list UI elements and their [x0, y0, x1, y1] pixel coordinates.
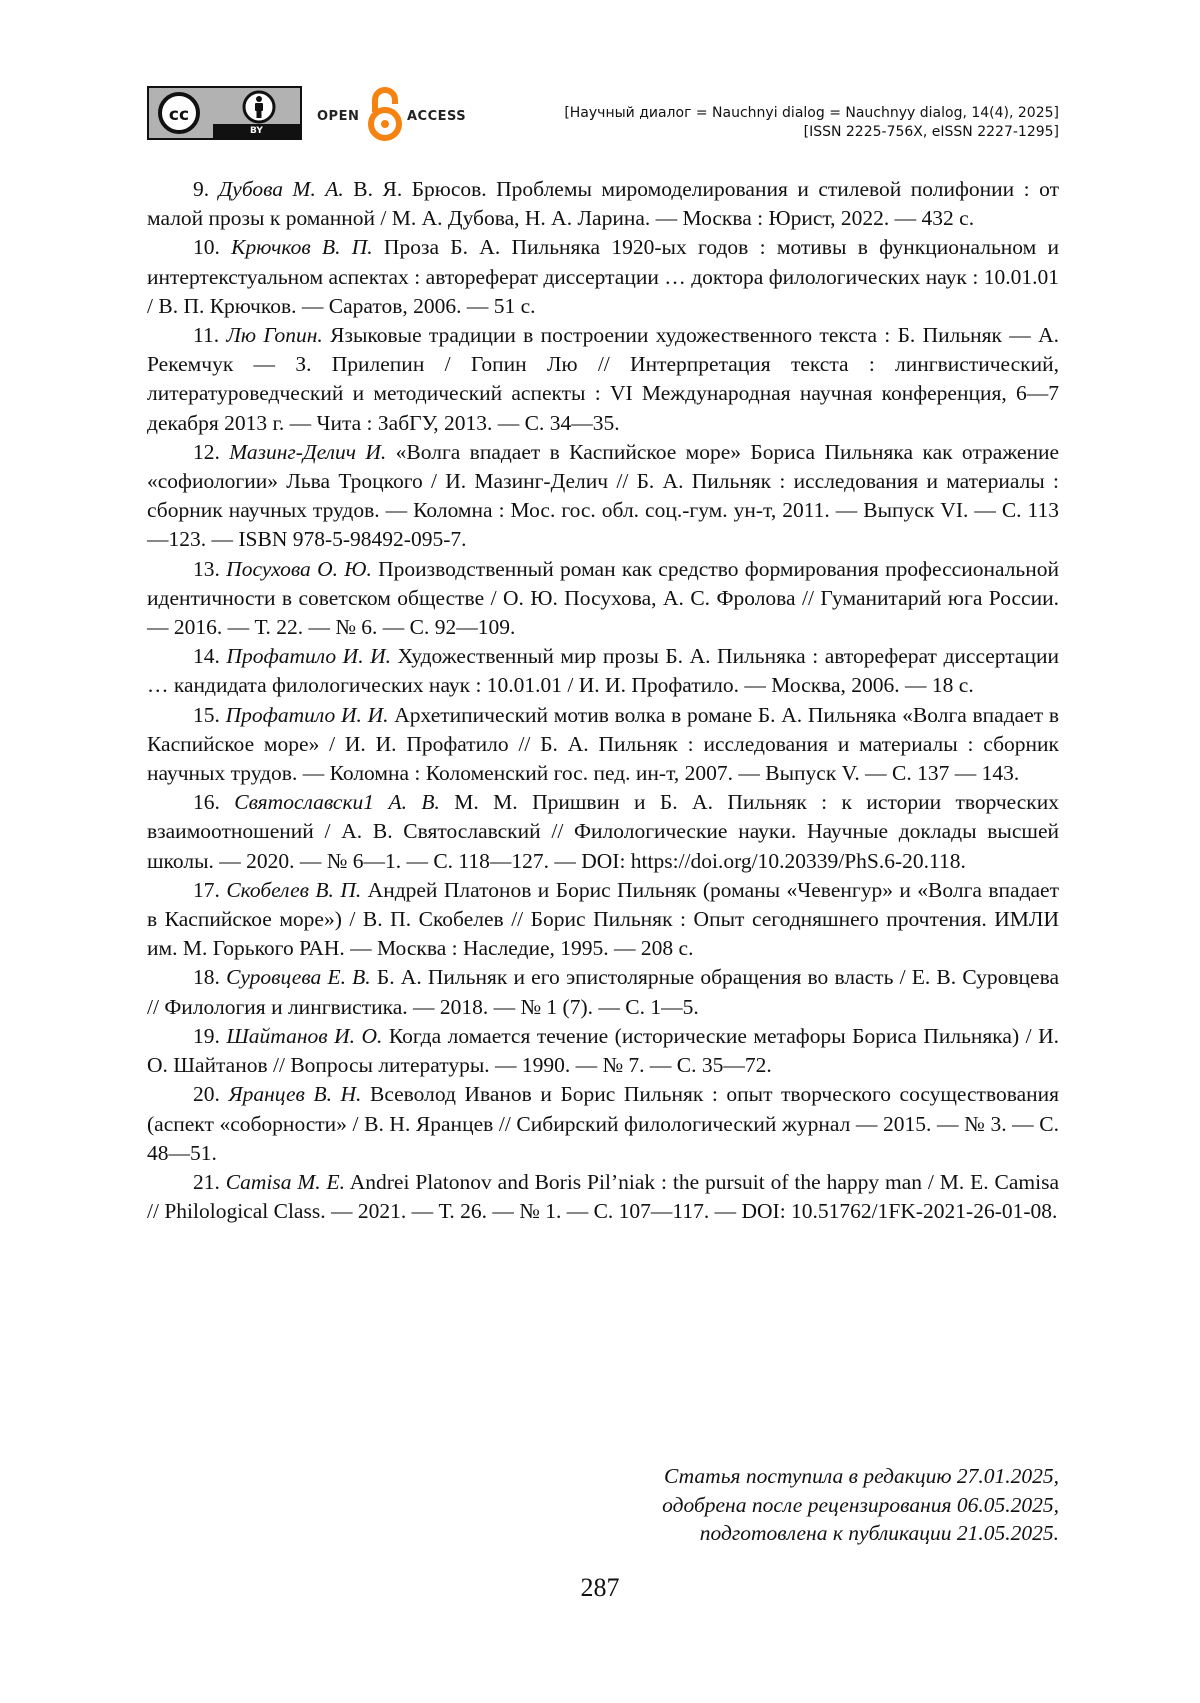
reference-number: 20.: [193, 1082, 220, 1107]
open-lock-icon: [365, 86, 405, 142]
reference-item: [147, 1168, 1059, 1226]
reference-item: [147, 233, 1059, 321]
journal-title-line: [Научный диалог = Nauchnyi dialog = Nauchnyy dialog, 14(4), 2025]: [564, 105, 1059, 121]
reference-item: [147, 175, 1059, 233]
reference-number: 15.: [193, 702, 220, 727]
reference-text: В. Я. Брюсов. Проблемы миромоделирования и стилевой полифонии : от малой прозы к романной / М. А. Дубова, Н. А. Ларина. — Москва : Юрист, 2022. — 432 с.: [147, 177, 1059, 231]
reference-number: 10.: [193, 235, 220, 260]
reference-number: 9.: [193, 177, 210, 201]
reference-author: Посухова О. Ю.: [226, 556, 372, 581]
reference-number: 11.: [193, 323, 220, 348]
received-date-line: Статья поступила в редакцию 27.01.2025,: [663, 1464, 1059, 1488]
reference-author: Мазинг-Делич И.: [229, 439, 387, 464]
reference-number: 17.: [193, 877, 220, 902]
prepared-date-line: подготовлена к публикации 21.05.2025.: [699, 1521, 1059, 1545]
open-access-logo: [317, 86, 467, 142]
reference-item: [147, 642, 1059, 700]
reference-author: Святославски1 А. В.: [234, 790, 440, 815]
reference-number: 13.: [193, 556, 220, 581]
reference-item: [147, 1080, 1059, 1168]
page-header: [147, 86, 1059, 146]
reference-author: Дубова М. А.: [218, 177, 344, 201]
reference-text: Всеволод Иванов и Борис Пильняк : опыт творческого сосуществования (аспект «соборности» / В. Н. Яранцев // Сибирский филологический журнал — 2015. — № 3. — С. 48—51.: [147, 1082, 1060, 1165]
reference-text: Художественный мир прозы Б. А. Пильняка : автореферат диссертации … кандидата филологических наук : 10.01.01 / И. И. Профатило. — Москва, 2006. — 18 с.: [147, 644, 1059, 698]
reference-number: 18.: [193, 965, 220, 990]
reference-text: «Волга впадает в Каспийское море» Бориса Пильняка как отражение «софиологии» Льва Троцкого / И. Мазинг-Делич // Б. А. Пильняк : исследования и материалы : сборник научных трудов. — Коломна : Мос. гос. обл. соц.-гум. ун-т, 2011. — Выпуск VI. — С. 113—123. — ISBN 978-5-98492-095-7.: [147, 439, 1060, 552]
reference-list: [147, 175, 1059, 1226]
journal-citation: [564, 104, 1059, 142]
reference-author: Профатило И. И.: [225, 702, 389, 727]
reference-text: Архетипический мотив волка в романе Б. А. Пильняка «Волга впадает в Каспийское море» / И. И. Профатило // Б. А. Пильняк : исследования и материалы : сборник научных трудов. — Коломна : Коломенский гос. пед. ин-т, 2007. — Выпуск V. — С. 137 — 143.: [147, 702, 1059, 786]
submission-dates: [662, 1462, 1059, 1548]
reference-item: [147, 701, 1059, 789]
reference-author: Яранцев В. Н.: [228, 1082, 362, 1107]
by-label: BY: [213, 124, 300, 138]
reference-author: Шайтанов И. О.: [226, 1023, 383, 1048]
reference-item: [147, 438, 1059, 555]
reference-text: Когда ломается течение (исторические метафоры Бориса Пильняка) / И. О. Шайтанов // Вопросы литературы. — 1990. — № 7. — С. 35—72.: [147, 1023, 1059, 1078]
page-number: 287: [580, 1573, 620, 1602]
reference-item: [147, 555, 1059, 643]
open-access-left-word: OPEN: [317, 109, 360, 124]
reference-author: Лю Гопин.: [226, 323, 323, 348]
reference-item: [147, 788, 1059, 876]
reference-text: Б. А. Пильняк и его эпистолярные обращения во власть / Е. В. Суровцева // Филология и лингвистика. — 2018. — № 1 (7). — С. 1—5.: [147, 965, 1060, 1019]
svg-text:cc: cc: [168, 105, 190, 125]
reference-number: 12.: [193, 439, 220, 464]
reference-item: [147, 321, 1059, 438]
reference-number: 16.: [193, 790, 220, 815]
reference-text: М. М. Пришвин и Б. А. Пильняк : к истории творческих взаимоотношений / А. В. Святославский // Филологические науки. Научные доклады высшей школы. — 2020. — № 6—1. — С. 118—127. — DOI: https://doi.org/10.20339/PhS.6-20.118.: [147, 790, 1059, 873]
reference-author: Крючков В. П.: [231, 235, 373, 260]
reference-text: Андрей Платонов и Борис Пильняк (романы «Чевенгур» и «Волга впадает в Каспийское море») / В. П. Скобелев // Борис Пильняк : Опыт сегодняшнего прочтения. ИМЛИ им. М. Горького РАН. — Москва : Наследие, 1995. — 208 с.: [147, 877, 1059, 961]
reference-author: Скобелев В. П.: [226, 877, 362, 902]
cc-by-license-badge: [147, 86, 302, 140]
reference-number: 21.: [193, 1169, 220, 1194]
journal-issn-line: [ISSN 2225-756X, eISSN 2227-1295]: [803, 124, 1059, 140]
person-icon: [241, 89, 277, 125]
open-access-right-word: ACCESS: [407, 109, 467, 124]
reference-author: Профатило И. И.: [226, 644, 392, 669]
reference-item: [147, 963, 1059, 1021]
reference-item: [147, 876, 1059, 964]
reference-author: Суровцева Е. В.: [226, 965, 371, 990]
reference-text: Языковые традиции в построении художественного текста : Б. Пильняк — А. Рекемчук — З. Прилепин / Гопин Лю // Интерпретация текста : лингвистический, литературоведческий и методический аспекты : VI Международная научная конференция, 6—7 декабря 2013 г. — Чита : ЗабГУ, 2013. — С. 34—35.: [147, 323, 1059, 435]
reference-text: Производственный роман как средство формирования профессиональной идентичности в советском обществе / О. Ю. Посухова, А. С. Фролова // Гуманитарий юга России. — 2016. — Т. 22. — № 6. — С. 92—109.: [147, 556, 1059, 640]
reference-text: Andrei Platonov and Boris Pil’niak : the pursuit of the happy man / M. E. Camisa // Philological Class. — 2021. — Т. 26. — № 1. — С. 107—117. — DOI: 10.51762/1FK-2021-26-01-08.: [147, 1169, 1060, 1224]
reference-number: 19.: [193, 1023, 220, 1048]
reference-number: 14.: [193, 644, 220, 669]
reference-text: Проза Б. А. Пильняка 1920-ых годов : мотивы в функциональном и интертекстуальном аспектах : автореферат диссертации … доктора филологических наук : 10.01.01 / В. П. Крючков. — Саратов, 2006. — 51 с.: [147, 235, 1060, 318]
cc-icon: [157, 91, 201, 135]
reference-author: Camisa M. E.: [225, 1169, 346, 1194]
reference-item: [147, 1022, 1059, 1080]
approved-date-line: одобрена после рецензирования 06.05.2025,: [662, 1492, 1059, 1517]
